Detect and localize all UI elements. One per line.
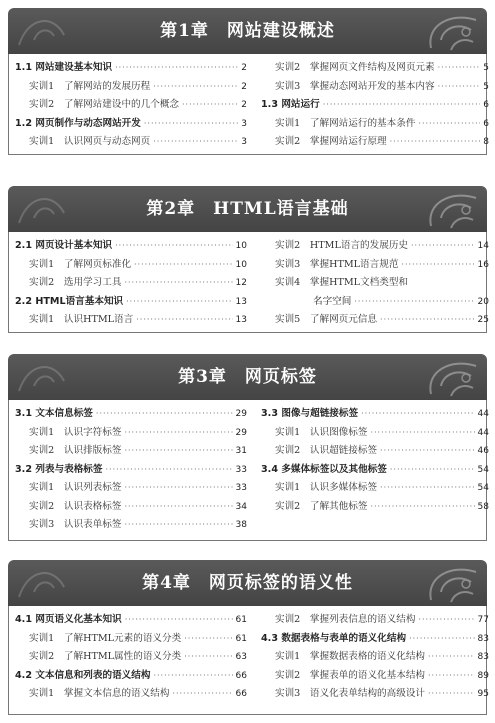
toc-entry-label: 4.1 网页语义化基本知识 [15, 614, 122, 625]
toc-subsection-entry[interactable] [15, 443, 247, 459]
toc-section-entry[interactable] [15, 462, 247, 478]
toc-entry-label: 实训2 认识排版标签 [29, 445, 122, 456]
toc-page-number: 10 [235, 241, 247, 251]
toc-leader-dots [124, 517, 232, 533]
toc-entry-label: 实训3 掌握动态网站开发的基本内容 [275, 80, 435, 92]
toc-page-number: 77 [477, 615, 489, 625]
toc-page-number: 89 [477, 670, 489, 681]
toc-entry-label: 实训1 了解网站的发展历程 [29, 80, 151, 92]
toc-entry-label: 2.2 HTML语言基本知识 [15, 295, 124, 307]
toc-page-number: 25 [477, 315, 489, 325]
toc-subsection-entry[interactable] [15, 79, 247, 95]
toc-page-number: 54 [477, 483, 489, 493]
toc-page-number: 61 [235, 633, 247, 644]
toc-leader-dots [134, 257, 233, 273]
toc-subsection-entry[interactable] [261, 116, 489, 132]
toc-entry-label: 实训3 语义化表单结构的高级设计 [275, 688, 426, 699]
toc-entry-label: 实训2 掌握表单的语义化基本结构 [275, 669, 426, 681]
toc-leader-dots [184, 631, 232, 647]
toc-entry-label: 实训1 认识字符标签 [29, 426, 122, 438]
toc-subsection-entry[interactable] [261, 275, 489, 291]
toc-page-number: 83 [477, 652, 489, 662]
toc-entry-label: 3.1 文本信息标签 [15, 408, 93, 419]
toc-entry-label: 1.3 网站运行 [261, 99, 320, 110]
toc-section-entry[interactable] [261, 406, 489, 422]
toc-leader-dots [124, 443, 232, 459]
toc-leader-dots [428, 686, 475, 702]
toc-leader-dots [438, 60, 481, 76]
toc-entry-label: 3.3 图像与超链接标签 [261, 408, 359, 419]
toc-leader-dots [144, 116, 238, 132]
toc-entry-label: 实训3 认识表单标签 [29, 519, 122, 530]
toc-leader-dots [124, 275, 232, 291]
toc-entry-label: 3.4 多媒体标签以及其他标签 [261, 463, 387, 475]
toc-section-entry[interactable] [15, 238, 247, 254]
toc-subsection-entry[interactable] [15, 312, 247, 328]
toc-leader-dots [418, 116, 480, 132]
toc-section-entry[interactable] [15, 116, 247, 132]
toc-subsection-entry[interactable] [15, 686, 247, 702]
toc-entry-label: 3.2 列表与表格标签 [15, 463, 103, 475]
toc-subsection-entry[interactable] [15, 97, 247, 113]
toc-leader-dots [182, 97, 238, 113]
toc-entry-label: 实训4 掌握HTML文档类型和 [275, 277, 409, 288]
toc-entry-label: 2.1 网页设计基本知识 [15, 240, 113, 251]
chapter-3-toc [8, 400, 487, 541]
toc-entry-label: 实训2 了解其他标签 [275, 500, 368, 512]
toc-subsection-entry[interactable] [15, 499, 247, 515]
toc-page-number: 31 [235, 446, 247, 456]
toc-page-number: 2 [241, 100, 247, 110]
toc-page-number: 44 [477, 427, 489, 438]
toc-leader-dots [401, 257, 474, 273]
toc-page-number: 33 [235, 464, 247, 475]
toc-leader-dots [96, 406, 233, 422]
toc-page-number: 8 [483, 137, 489, 147]
toc-entry-label: 名字空间 [313, 295, 352, 307]
chapter-title: 第2章 HTML语言基础 [146, 199, 349, 219]
toc-entry-label: 实训1 认识HTML语言 [29, 314, 134, 325]
chapter-3-header [8, 354, 487, 400]
toc-page-number: 13 [235, 315, 247, 325]
toc-section-entry[interactable] [15, 60, 247, 76]
toc-entry-label: 实训5 了解网页元信息 [275, 314, 378, 325]
toc-page-number: 6 [483, 100, 489, 110]
chapter-3 [0, 354, 495, 541]
chapter-1 [0, 8, 495, 155]
toc-page-number: 13 [235, 296, 247, 307]
toc-entry-label: 实训2 了解HTML属性的语义分类 [29, 651, 182, 662]
toc-subsection-entry[interactable] [261, 425, 489, 441]
toc-entry-label: 实训1 了解网页标准化 [29, 258, 132, 270]
toc-entry-label: 实训3 掌握HTML语言规范 [275, 258, 399, 270]
toc-leader-dots [428, 649, 475, 665]
toc-page-number: 66 [235, 670, 247, 681]
toc-entry-label: 实训2 掌握列表信息的语义结构 [275, 614, 416, 625]
toc-entry-label: 4.3 数据表格与表单的语义化结构 [261, 632, 407, 644]
toc-subsection-entry[interactable] [261, 257, 489, 273]
toc-subsection-entry[interactable] [15, 649, 247, 665]
toc-subsection-entry[interactable] [261, 686, 489, 702]
toc-section-entry[interactable] [261, 631, 489, 647]
toc-leader-dots [354, 294, 474, 310]
toc-page-number: 16 [477, 259, 489, 270]
toc-page-number: 2 [241, 81, 247, 92]
toc-page-number: 63 [235, 652, 247, 662]
toc-section-entry[interactable] [15, 294, 247, 310]
toc-leader-dots [411, 238, 475, 254]
toc-leader-dots [418, 612, 474, 628]
chapter-1-header [8, 8, 487, 54]
toc-leader-dots [115, 238, 232, 254]
toc-subsection-entry[interactable] [261, 499, 489, 515]
toc-subsection-entry[interactable] [15, 517, 247, 533]
toc-entry-label: 1.2 网页制作与动态网站开发 [15, 117, 141, 129]
toc-leader-dots [428, 668, 475, 684]
chapter-4 [0, 560, 495, 715]
chapter-2-header [8, 186, 487, 232]
toc-subsection-entry[interactable] [261, 294, 489, 310]
toc-subsection-entry[interactable] [15, 257, 247, 273]
toc-leader-dots [153, 79, 238, 95]
toc-entry-label: 实训2 认识表格标签 [29, 500, 122, 512]
toc-leader-dots [124, 425, 232, 441]
toc-entry-label: 4.2 文本信息和列表的语义结构 [15, 669, 151, 681]
toc-entry-label: 实训1 认识多媒体标签 [275, 482, 378, 493]
toc-subsection-entry[interactable] [15, 275, 247, 291]
toc-subsection-entry[interactable] [15, 425, 247, 441]
toc-entry-label: 实训1 掌握文本信息的语义结构 [29, 688, 170, 699]
chapter-title: 第3章 网页标签 [178, 367, 317, 387]
toc-leader-dots [390, 462, 475, 478]
toc-leader-dots [125, 612, 233, 628]
toc-leader-dots [323, 97, 481, 113]
chapter-4-header [8, 560, 487, 606]
toc-leader-dots [409, 631, 474, 647]
toc-section-entry[interactable] [261, 97, 489, 113]
toc-entry-label: 实训1 认识图像标签 [275, 426, 368, 438]
toc-subsection-entry[interactable] [261, 668, 489, 684]
toc-entry-label: 实训1 认识网页与动态网页 [29, 136, 151, 147]
toc-page-number: 34 [235, 501, 247, 512]
toc-leader-dots [361, 406, 474, 422]
toc-page-number: 3 [241, 137, 247, 147]
toc-page-number: 29 [235, 427, 247, 438]
toc-subsection-entry[interactable] [261, 134, 489, 150]
toc-page-number: 20 [477, 296, 489, 307]
toc-entry-label: 实训2 认识超链接标签 [275, 445, 378, 456]
toc-leader-dots [370, 499, 474, 515]
toc-subsection-entry[interactable] [261, 649, 489, 665]
chapter-1-toc [8, 54, 487, 155]
toc-entry-label: 1.1 网站建设基本知识 [15, 62, 113, 73]
toc-page-number: 83 [477, 633, 489, 644]
toc-page-number: 61 [235, 615, 247, 625]
toc-leader-dots [153, 668, 232, 684]
toc-page-number: 29 [235, 409, 247, 419]
toc-entry-label: 实训2 掌握网页文件结构及网页元素 [275, 62, 435, 73]
toc-leader-dots [172, 686, 232, 702]
toc-page-number: 5 [483, 63, 489, 73]
toc-page-number: 38 [235, 520, 247, 530]
toc-leader-dots [124, 480, 232, 496]
toc-subsection-entry[interactable] [261, 60, 489, 76]
toc-section-entry[interactable] [15, 668, 247, 684]
toc-entry-label: 实训1 了解HTML元素的语义分类 [29, 632, 182, 644]
toc-entry-label: 实训2 选用学习工具 [29, 277, 122, 288]
toc-page-number: 46 [477, 446, 489, 456]
toc-page-number: 95 [477, 689, 489, 699]
toc-page-number: 58 [477, 501, 489, 512]
toc-page-number: 44 [477, 409, 489, 419]
toc-subsection-entry[interactable] [261, 79, 489, 95]
toc-section-entry[interactable] [261, 462, 489, 478]
toc-subsection-entry[interactable] [261, 238, 489, 254]
toc-page-number: 3 [241, 118, 247, 129]
toc-page-number: 10 [235, 259, 247, 270]
toc-leader-dots [106, 462, 233, 478]
toc-leader-dots [380, 443, 475, 459]
toc-entry-label: 实训2 掌握网站运行原理 [275, 136, 387, 147]
toc-page-number: 54 [477, 464, 489, 475]
toc-leader-dots [136, 312, 232, 328]
chapter-2 [0, 186, 495, 333]
toc-page-number: 2 [241, 63, 247, 73]
toc-section-entry[interactable] [15, 406, 247, 422]
toc-leader-dots [124, 499, 232, 515]
toc-subsection-entry[interactable] [261, 612, 489, 628]
toc-leader-dots [126, 294, 232, 310]
toc-leader-dots [153, 134, 238, 150]
toc-entry-label: 实训1 掌握数据表格的语义化结构 [275, 651, 426, 662]
toc-page-number: 12 [235, 278, 247, 288]
toc-page-number: 5 [483, 81, 489, 92]
toc-page-number: 66 [235, 689, 247, 699]
toc-subsection-entry[interactable] [261, 443, 489, 459]
toc-page-number: 6 [483, 118, 489, 129]
toc-leader-dots [115, 60, 238, 76]
toc-leader-dots [380, 312, 475, 328]
toc-leader-dots [438, 79, 481, 95]
toc-leader-dots [380, 480, 475, 496]
toc-leader-dots [184, 649, 232, 665]
chapter-4-toc [8, 606, 487, 715]
toc-subsection-entry[interactable] [15, 134, 247, 150]
chapter-title: 第1章 网站建设概述 [160, 21, 335, 41]
toc-entry-label: 实训2 HTML语言的发展历史 [275, 240, 409, 251]
toc-leader-dots [370, 425, 474, 441]
toc-subsection-entry[interactable] [15, 480, 247, 496]
toc-entry-label: 实训1 认识列表标签 [29, 482, 122, 493]
toc-entry-label: 实训1 了解网站运行的基本条件 [275, 117, 416, 129]
chapter-title: 第4章 网页标签的语义性 [142, 573, 353, 593]
toc-section-entry[interactable] [15, 612, 247, 628]
toc-subsection-entry[interactable] [15, 631, 247, 647]
toc-entry-label: 实训2 了解网站建设中的几个概念 [29, 99, 180, 110]
chapter-2-toc [8, 232, 487, 333]
toc-page-number: 33 [235, 483, 247, 493]
toc-subsection-entry[interactable] [261, 480, 489, 496]
toc-leader-dots [390, 134, 481, 150]
toc-subsection-entry[interactable] [261, 312, 489, 328]
toc-page-number: 14 [477, 241, 489, 251]
